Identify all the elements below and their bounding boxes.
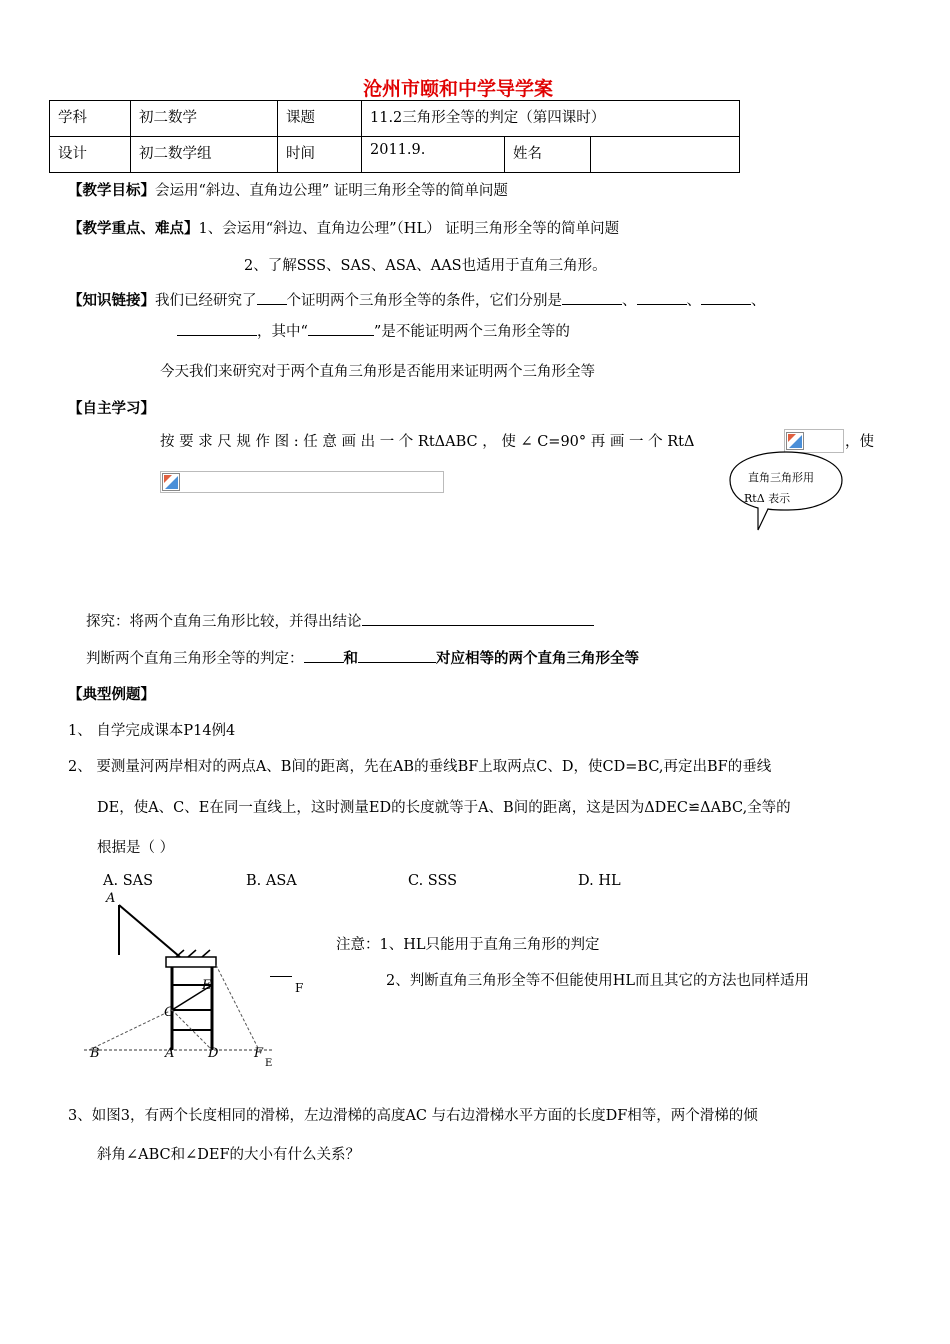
separator: 、 [622,293,637,309]
river-measure-figure [84,895,284,1070]
broken-image-icon [162,473,180,491]
key-line1: 1、会运用“斜边、直角边公理”（HL） 证明三角形全等的简单问题 [198,221,620,237]
key-label: 【教学重点、难点】 [68,220,199,237]
table-row [50,137,740,173]
broken-image-icon [786,432,804,450]
link-text-b: 个证明两个三角形全等的条件，它们分别是 [286,293,562,309]
callout-line2: RtΔ 表示 [744,492,791,505]
self-study-label: 【自主学习】 [68,400,155,417]
link-text-d: ”是不能证明两个三角形全等的 [373,324,570,340]
judge-line [86,647,639,668]
fig-label-f2: F [295,981,304,995]
fig-mark-line [270,976,292,977]
example-1: 1、 自学完成课本P14例4 [68,723,236,739]
option-d[interactable]: D. HL [578,873,621,889]
example-3-line2: 斜角∠ABC和∠DEF的大小有什么关系？ [97,1147,361,1163]
subject-value: 初二数学 [131,101,278,137]
page-title: 沧州市颐和中学导学案 [363,78,554,100]
option-a[interactable]: A. SAS [103,873,154,889]
info-table [49,100,740,173]
answer-blank[interactable] [358,648,436,663]
option-c[interactable]: C. SSS [408,873,458,889]
answer-blank[interactable] [562,290,622,305]
fig-label-b: B [90,1046,100,1061]
knowledge-link-line2 [177,320,570,341]
link-label: 【知识链接】 [68,292,155,309]
answer-blank[interactable] [362,611,594,626]
example-2-line2: DE，使A、C、E在同一直线上，这时测量ED的长度就等于A、B间的距离，这是因为ΔDEC≌ΔABC,全等的 [97,800,791,816]
option-b[interactable]: B. ASA [246,873,297,889]
key-line2: 2、了解SSS、SAS、ASA、AAS也适用于直角三角形。 [244,258,607,274]
fig-label-e: E [202,978,212,993]
teaching-goal [68,179,508,200]
topic-value: 11.2三角形全等的判定（第四课时） [362,101,740,137]
note-1: 注意：1、HL只能用于直角三角形的判定 [336,937,600,953]
self-study-line1: 按 要 求 尺 规 作 图 : 任 意 画 出 一 个 RtΔABC ， 使 ∠ C=90° 再 画 一 个 RtΔ [160,434,695,450]
answer-blank[interactable] [701,290,751,305]
answer-blank[interactable] [257,290,287,305]
note-2: 2、判断直角三角形全等不但能使用HL而且其它的方法也同样适用 [386,973,809,989]
link-text-c: ，其中“ [257,324,308,340]
explore-text: 探究：将两个直角三角形比较，并得出结论 [86,614,362,630]
fig-label-c: C [164,1005,174,1020]
explore-line [86,610,594,631]
separator: 、 [751,293,766,309]
separator: 、 [686,293,701,309]
subject-label: 学科 [50,101,131,137]
time-label: 时间 [278,137,362,173]
topic-label: 课题 [278,101,362,137]
designer-label: 设计 [50,137,131,173]
key-points [68,217,619,238]
answer-blank[interactable] [637,290,687,305]
time-value: 2011.9. [362,137,505,173]
callout-line1: 直角三角形用 [748,471,814,484]
answer-blank[interactable] [304,648,344,663]
self-study-line1-end: ，使 [845,434,874,450]
judge-conclusion: 对应相等的两个直角三角形全等 [436,650,639,667]
fig-label-d: D [208,1046,219,1061]
knowledge-link [68,289,766,310]
goal-label: 【教学目标】 [68,182,155,199]
fig-label-a: A [106,891,116,906]
example-2-line1: 2、 要测量河两岸相对的两点A、B间的距离，先在AB的垂线BF上取两点C、D，使CD=BC,再定出BF的垂线 [68,759,772,775]
goal-text: 会运用“斜边、直角边公理” 证明三角形全等的简单问题 [155,183,508,199]
name-label: 姓名 [505,137,591,173]
link-line3: 今天我们来研究对于两个直角三角形是否能用来证明两个三角形全等 [160,364,595,380]
answer-blank[interactable] [308,321,374,336]
example-2-line3: 根据是（ ） [97,840,175,856]
table-row [50,101,740,137]
broken-image [160,471,444,493]
judge-text: 判断两个直角三角形全等的判定： [86,651,304,667]
fig-label-a2: A [165,1046,175,1061]
link-text-a: 我们已经研究了 [155,293,257,309]
designer-value: 初二数学组 [131,137,278,173]
judge-and: 和 [343,650,358,667]
answer-blank[interactable] [177,321,257,336]
example-3-line1: 3、如图3，有两个长度相同的滑梯，左边滑梯的高度AC 与右边滑梯水平方面的长度DF相等，两个滑梯的倾 [68,1108,758,1124]
name-value[interactable] [591,137,740,173]
examples-label: 【典型例题】 [68,686,155,703]
fig-label-e2: E [265,1058,273,1069]
fig-label-f: F [254,1046,264,1061]
